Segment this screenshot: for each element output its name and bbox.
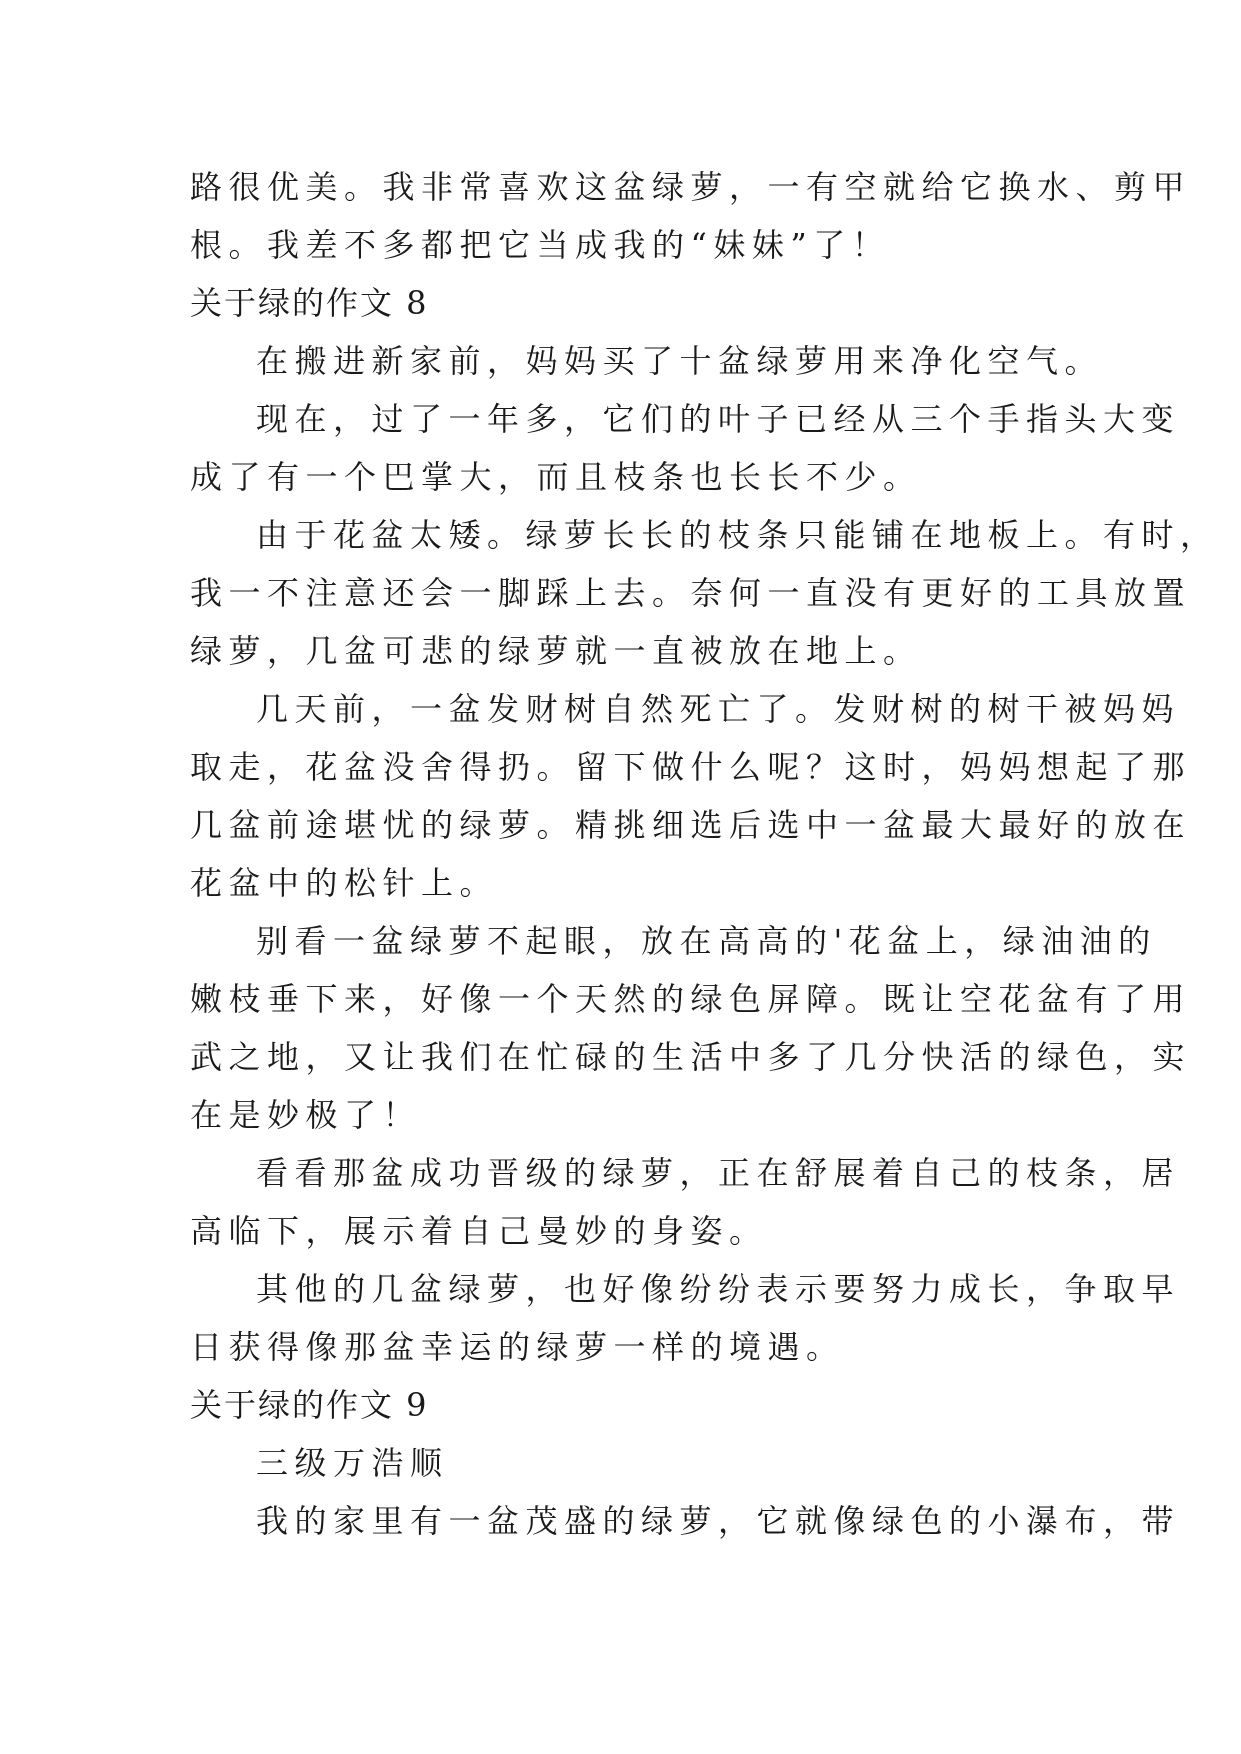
text-line: 根。我差不多都把它当成我的“妹妹”了！ xyxy=(190,226,891,264)
paragraph-first-line: 在搬进新家前，妈妈买了十盆绿萝用来净化空气。 xyxy=(256,342,1104,380)
paragraph-first-line: 我的家里有一盆茂盛的绿萝，它就像绿色的小瀑布，带 xyxy=(256,1502,1181,1540)
text-line: 在是妙极了！ xyxy=(190,1096,422,1134)
paragraph-first-line: 几天前，一盆发财树自然死亡了。发财树的树干被妈妈 xyxy=(256,690,1181,728)
text-line: 武之地，又让我们在忙碌的生活中多了几分快活的绿色，实 xyxy=(190,1038,1192,1076)
text-line: 路很优美。我非常喜欢这盆绿萝，一有空就给它换水、剪甲 xyxy=(190,168,1192,206)
paragraph-first-line: 现在，过了一年多，它们的叶子已经从三个手指头大变 xyxy=(256,400,1181,438)
text-line: 我一不注意还会一脚踩上去。奈何一直没有更好的工具放置 xyxy=(190,574,1192,612)
text-line: 取走，花盆没舍得扔。留下做什么呢？这时，妈妈想起了那 xyxy=(190,748,1192,786)
paragraph-first-line: 其他的几盆绿萝，也好像纷纷表示要努力成长，争取早 xyxy=(256,1270,1181,1308)
author-line: 三级万浩顺 xyxy=(256,1444,449,1482)
text-line: 绿萝，几盆可悲的绿萝就一直被放在地上。 xyxy=(190,632,922,670)
paragraph-first-line: 由于花盆太矮。绿萝长长的枝条只能铺在地板上。有时， xyxy=(256,516,1219,554)
document-body xyxy=(190,158,1219,1550)
text-line: 成了有一个巴掌大，而且枝条也长长不少。 xyxy=(190,458,922,496)
text-line: 花盆中的松针上。 xyxy=(190,864,499,902)
section-heading: 关于绿的作文 8 xyxy=(190,284,429,322)
paragraph-first-line: 看看那盆成功晋级的绿萝，正在舒展着自己的枝条，居 xyxy=(256,1154,1181,1192)
text-line: 几盆前途堪忧的绿萝。精挑细选后选中一盆最大最好的放在 xyxy=(190,806,1192,844)
text-line: 日获得像那盆幸运的绿萝一样的境遇。 xyxy=(190,1328,845,1366)
section-heading: 关于绿的作文 9 xyxy=(190,1386,429,1424)
paragraph-first-line: 别看一盆绿萝不起眼，放在高高的'花盆上，绿油油的 xyxy=(256,922,1157,960)
text-line: 高临下，展示着自己曼妙的身姿。 xyxy=(190,1212,768,1250)
text-line: 嫩枝垂下来，好像一个天然的绿色屏障。既让空花盆有了用 xyxy=(190,980,1192,1018)
